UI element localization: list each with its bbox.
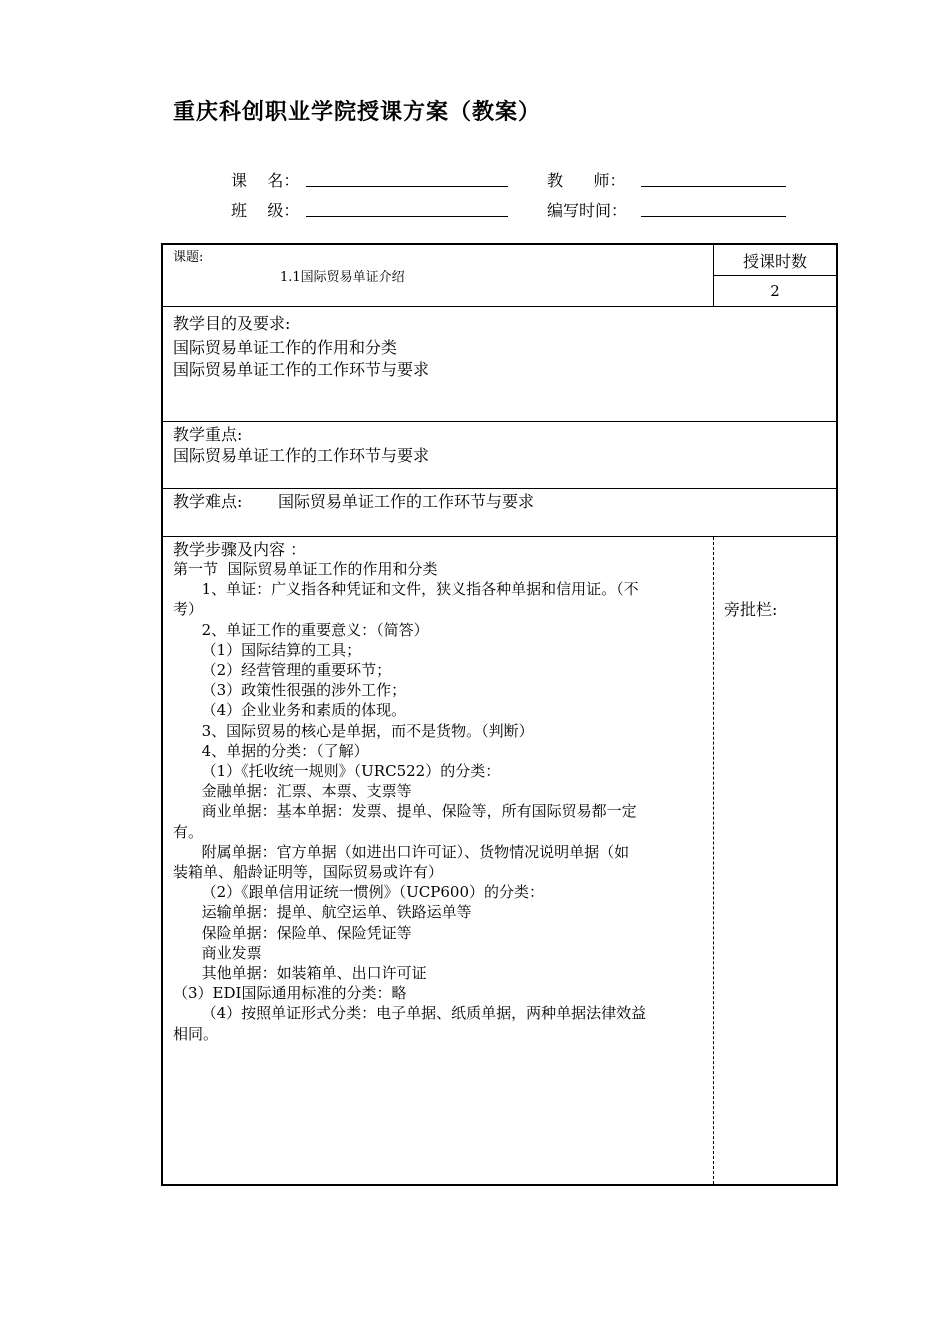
objective-line: 国际贸易单证工作的作用和分类	[173, 338, 398, 357]
step-line: （3）EDI国际通用标准的分类：略	[173, 984, 407, 1003]
step-line: （2）经营管理的重要环节；	[173, 661, 392, 679]
step-line: （4）企业业务和素质的体现。	[173, 701, 407, 720]
class-label: 班 级：	[231, 201, 300, 220]
date-field[interactable]	[641, 198, 786, 217]
objectives-row	[163, 307, 836, 422]
step-line: 装箱单、船龄证明等，国际贸易或许有）	[173, 863, 444, 881]
topic-label: 课题:	[173, 250, 204, 265]
meta-row-class-date	[0, 198, 950, 222]
step-line: 商业单据：基本单据：发票、提单、保险等，所有国际贸易都一定	[173, 802, 637, 821]
step-line: 商业发票	[173, 943, 262, 962]
objective-line: 国际贸易单证工作的工作环节与要求	[173, 360, 430, 379]
step-line: 4、单据的分类：（了解）	[173, 741, 369, 760]
topic-value: 1.1国际贸易单证介绍	[280, 270, 405, 285]
objectives-label: 教学目的及要求:	[173, 314, 291, 333]
key-points-line: 国际贸易单证工作的工作环节与要求	[173, 446, 430, 465]
step-line: 保险单据：保险单、保险凭证等	[173, 923, 412, 942]
step-line: 金融单据：汇票、本票、支票等	[173, 782, 412, 801]
notes-column	[713, 537, 836, 1184]
meta-row-course-teacher	[0, 168, 950, 192]
teacher-field[interactable]	[641, 168, 786, 187]
page-title: 重庆科创职业学院授课方案（教案）	[173, 100, 542, 125]
step-line: 有。	[173, 822, 204, 841]
step-line: 第一节 国际贸易单证工作的作用和分类	[173, 560, 438, 578]
notes-label: 旁批栏:	[724, 600, 778, 619]
date-label: 编写时间：	[547, 201, 628, 220]
difficulties-row	[163, 489, 836, 537]
difficulties-line: 国际贸易单证工作的工作环节与要求	[278, 492, 535, 511]
steps-cell	[163, 537, 711, 1184]
hours-label: 授课时数	[714, 245, 836, 276]
step-line: 考）	[173, 600, 204, 619]
step-line: 1、单证：广义指各种凭证和文件，狭义指各种单据和信用证。（不	[173, 580, 639, 599]
class-field[interactable]	[306, 198, 508, 217]
hours-value: 2	[770, 282, 780, 300]
key-points-row	[163, 422, 836, 489]
steps-label: 教学步骤及内容 ：	[173, 540, 307, 559]
step-line: 2、单证工作的重要意义：（简答）	[173, 620, 429, 639]
step-line: 运输单据：提单、航空运单、铁路运单等	[173, 903, 472, 922]
key-points-label: 教学重点:	[173, 425, 243, 444]
course-name-label: 课 名：	[231, 171, 300, 190]
step-line: （1）国际结算的工具；	[173, 640, 362, 659]
step-line: （4）按照单证形式分类：电子单据、纸质单据，两种单据法律效益	[173, 1004, 647, 1023]
course-name-field[interactable]	[306, 168, 508, 187]
step-line: 附属单据：官方单据（如进出口许可证）、货物情况说明单据（如	[173, 842, 630, 861]
teacher-label: 教 师：	[547, 171, 626, 190]
hours-column	[713, 245, 836, 306]
topic-row	[163, 245, 836, 307]
step-line: 3、国际贸易的核心是单据，而不是货物。（判断）	[173, 721, 534, 740]
step-line: 其他单据：如装箱单、出口许可证	[173, 964, 427, 982]
step-line: （1）《托收统一规则》（URC522）的分类：	[173, 762, 501, 780]
step-line: （2）《跟单信用证统一惯例》（UCP600）的分类：	[173, 883, 544, 902]
step-line: （3）政策性很强的涉外工作；	[173, 681, 407, 700]
difficulties-label: 教学难点:	[173, 492, 243, 511]
lesson-plan-table	[161, 243, 838, 1186]
step-line: 相同。	[173, 1024, 219, 1043]
